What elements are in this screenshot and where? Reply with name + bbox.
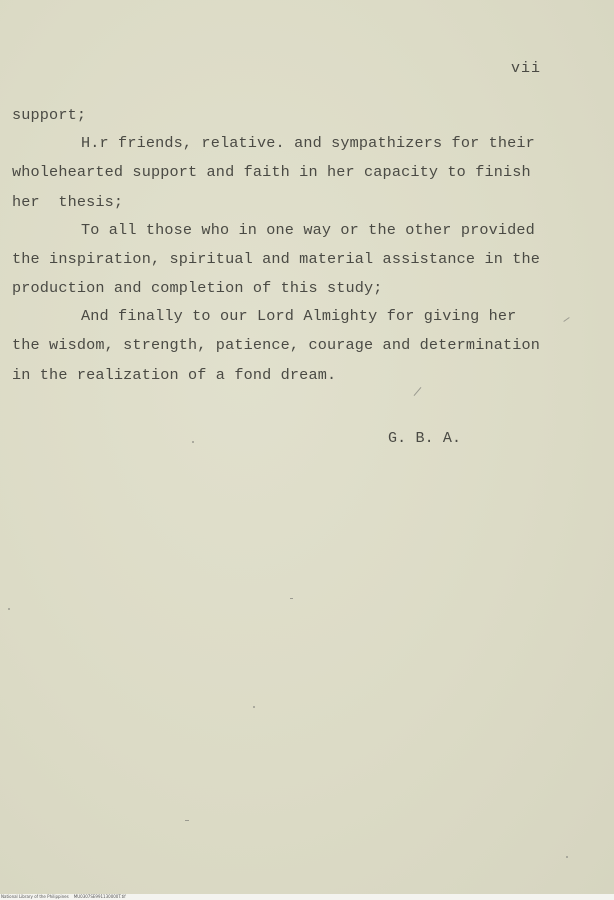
- text-line-10: in the realization of a fond dream.: [12, 366, 337, 384]
- text-line-2: H.r friends, relative. and sympathizers for their: [81, 134, 535, 152]
- footer-bar: [0, 894, 614, 900]
- text-line-5: To all those who in one way or the other provided: [81, 221, 535, 239]
- scan-speck: [185, 820, 189, 821]
- footer-text: National Library of the Philippines MU0307SE991130000T.tif: [1, 894, 126, 899]
- text-line-6: the inspiration, spiritual and material assistance in the: [12, 250, 541, 268]
- text-line-9: the wisdom, strength, patience, courage and determination: [12, 336, 541, 354]
- scan-speck: [8, 608, 10, 610]
- text-line-7: production and completion of this study;: [12, 279, 383, 297]
- scan-speck: [290, 598, 293, 599]
- text-line-1: support;: [12, 106, 87, 124]
- text-line-8: And finally to our Lord Almighty for giving her: [81, 307, 517, 325]
- scan-speck: [566, 856, 568, 858]
- stray-pen-mark: [414, 387, 422, 396]
- scan-speck: [192, 441, 194, 443]
- signature-initials: G. B. A.: [388, 430, 462, 447]
- page-number: vii: [511, 60, 542, 77]
- stray-pen-mark: [563, 317, 569, 322]
- text-line-3: wholehearted support and faith in her capacity to finish: [12, 163, 531, 181]
- scan-speck: [253, 706, 255, 708]
- text-line-4: her thesis;: [12, 193, 124, 211]
